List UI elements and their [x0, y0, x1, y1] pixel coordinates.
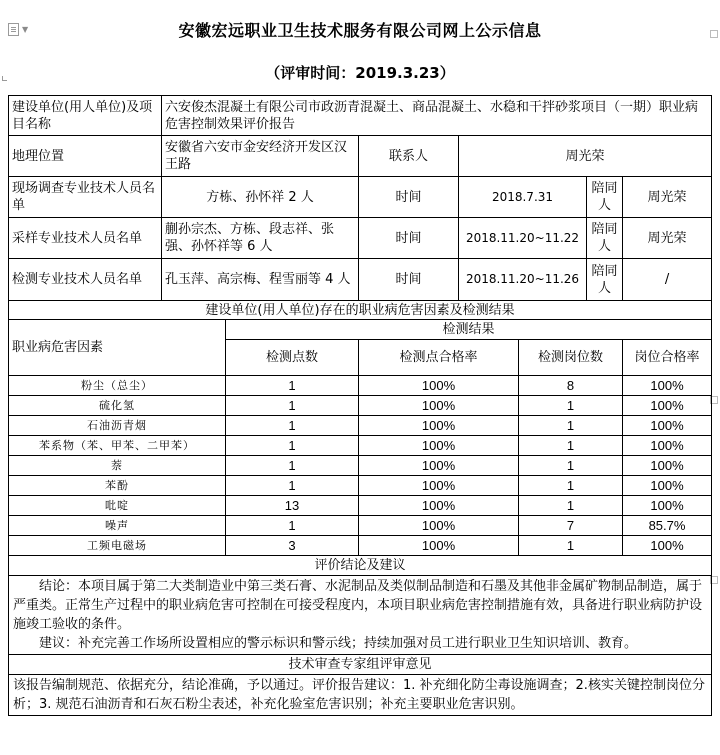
table-row	[9, 456, 712, 476]
posts-value: 1	[519, 416, 623, 436]
staff-time-label: 时间	[359, 177, 459, 218]
table-row	[9, 416, 712, 436]
location-label: 地理位置	[9, 136, 162, 177]
post-rate-value: 100%	[623, 436, 712, 456]
staff-time: 2018.7.31	[459, 177, 587, 218]
post-rate-value: 100%	[623, 456, 712, 476]
staff-names: 孔玉萍、高宗梅、程雪丽等 4 人	[162, 259, 359, 301]
advice-text: 建议：补充完善工作场所设置相应的警示标识和警示线；持续加强对员工进行职业卫生知识培训、教育。	[39, 636, 638, 651]
factor-name: 硫化氢	[9, 396, 226, 416]
conclusion-section-title: 评价结论及建议	[9, 556, 712, 576]
col-header-post-rate: 岗位合格率	[623, 340, 712, 376]
table-row	[9, 516, 712, 536]
unit-value: 六安俊杰混凝土有限公司市政沥青混凝土、商品混凝土、水稳和干拌砂浆项目（一期）职业病危害控制效果评价报告	[162, 96, 712, 136]
conclusion-paragraph	[9, 576, 712, 655]
point-rate-value: 100%	[359, 436, 519, 456]
table-row	[9, 436, 712, 456]
factor-name: 萘	[9, 456, 226, 476]
expert-section-title: 技术审查专家组评审意见	[9, 655, 712, 675]
staff-accompany: 周光荣	[623, 218, 712, 259]
unit-label: 建设单位(用人单位)及项目名称	[9, 96, 162, 136]
posts-value: 1	[519, 496, 623, 516]
staff-names: 蒯孙宗杰、方栋、段志祥、张强、孙怀祥等 6 人	[162, 218, 359, 259]
col-header-posts: 检测岗位数	[519, 340, 623, 376]
staff-time-label: 时间	[359, 218, 459, 259]
points-value: 1	[226, 376, 359, 396]
staff-accompany-label: 陪同人	[587, 177, 623, 218]
points-value: 13	[226, 496, 359, 516]
posts-value: 1	[519, 476, 623, 496]
points-value: 1	[226, 396, 359, 416]
factor-header: 职业病危害因素	[9, 320, 226, 376]
posts-value: 1	[519, 396, 623, 416]
table-row	[9, 136, 712, 177]
factor-name: 苯系物（苯、甲苯、二甲苯）	[9, 436, 226, 456]
table-row	[9, 177, 712, 218]
table-row	[9, 655, 712, 675]
staff-time: 2018.11.20~11.26	[459, 259, 587, 301]
posts-value: 8	[519, 376, 623, 396]
post-rate-value: 85.7%	[623, 516, 712, 536]
post-rate-value: 100%	[623, 396, 712, 416]
review-time: （评审时间：2019.3.23）	[265, 64, 455, 82]
result-header: 检测结果	[226, 320, 712, 340]
point-rate-value: 100%	[359, 396, 519, 416]
posts-value: 1	[519, 536, 623, 556]
point-rate-value: 100%	[359, 476, 519, 496]
staff-label: 采样专业技术人员名单	[9, 218, 162, 259]
factor-name: 噪声	[9, 516, 226, 536]
table-row	[9, 259, 712, 301]
expert-opinion: 该报告编制规范、依据充分，结论准确，予以通过。评价报告建议：1. 补充细化防尘毒设施调查；2.核实关键控制岗位分析；3. 规范石油沥青和石灰石粉尘表述，补充化验室危害识别；补充主要职业危害识别。	[9, 675, 712, 716]
point-rate-value: 100%	[359, 376, 519, 396]
table-row	[9, 396, 712, 416]
posts-value: 1	[519, 436, 623, 456]
post-rate-value: 100%	[623, 476, 712, 496]
point-rate-value: 100%	[359, 456, 519, 476]
staff-accompany: /	[623, 259, 712, 301]
contact-value: 周光荣	[459, 136, 712, 177]
point-rate-value: 100%	[359, 496, 519, 516]
points-value: 1	[226, 516, 359, 536]
page-title: 安徽宏远职业卫生技术服务有限公司网上公示信息	[178, 21, 542, 40]
col-header-points: 检测点数	[226, 340, 359, 376]
staff-names: 方栋、孙怀祥 2 人	[162, 177, 359, 218]
posts-value: 7	[519, 516, 623, 536]
post-rate-value: 100%	[623, 376, 712, 396]
points-value: 1	[226, 456, 359, 476]
col-header-point-rate: 检测点合格率	[359, 340, 519, 376]
point-rate-value: 100%	[359, 416, 519, 436]
table-row	[9, 556, 712, 576]
staff-accompany-label: 陪同人	[587, 259, 623, 301]
post-rate-value: 100%	[623, 416, 712, 436]
posts-value: 1	[519, 456, 623, 476]
staff-time: 2018.11.20~11.22	[459, 218, 587, 259]
points-value: 3	[226, 536, 359, 556]
factor-name: 苯酚	[9, 476, 226, 496]
post-rate-value: 100%	[623, 496, 712, 516]
point-rate-value: 100%	[359, 516, 519, 536]
staff-time-label: 时间	[359, 259, 459, 301]
table-row	[9, 496, 712, 516]
table-row	[9, 675, 712, 716]
chevron-down-icon: ▼	[22, 24, 29, 34]
table-row	[9, 476, 712, 496]
staff-label: 检测专业技术人员名单	[9, 259, 162, 301]
hazards-section-title: 建设单位(用人单位)存在的职业病危害因素及检测结果	[9, 301, 712, 320]
points-value: 1	[226, 476, 359, 496]
staff-label: 现场调查专业技术人员名单	[9, 177, 162, 218]
table-row	[9, 536, 712, 556]
factor-name: 工频电磁场	[9, 536, 226, 556]
location-value: 安徽省六安市金安经济开发区汉王路	[162, 136, 359, 177]
info-table	[8, 95, 712, 716]
factor-name: 石油沥青烟	[9, 416, 226, 436]
points-value: 1	[226, 436, 359, 456]
table-row	[9, 320, 712, 340]
post-rate-value: 100%	[623, 536, 712, 556]
staff-accompany-label: 陪同人	[587, 218, 623, 259]
contact-label: 联系人	[359, 136, 459, 177]
conclusion-text: 结论：本项目属于第二大类制造业中第三类石膏、水泥制品及类似制品制造和石墨及其他非金属矿物制品制造，属于严重类。正常生产过程中的职业病危害可控制在可接受程度内，本项目职业病危害控制措施有效，具备进行职业病防护设施竣工验收的条件。	[13, 579, 703, 632]
table-row	[9, 96, 712, 136]
table-row	[9, 301, 712, 320]
factor-name: 吡啶	[9, 496, 226, 516]
table-row	[9, 218, 712, 259]
table-row	[9, 576, 712, 655]
points-value: 1	[226, 416, 359, 436]
factor-name: 粉尘（总尘）	[9, 376, 226, 396]
point-rate-value: 100%	[359, 536, 519, 556]
table-row	[9, 376, 712, 396]
staff-accompany: 周光荣	[623, 177, 712, 218]
